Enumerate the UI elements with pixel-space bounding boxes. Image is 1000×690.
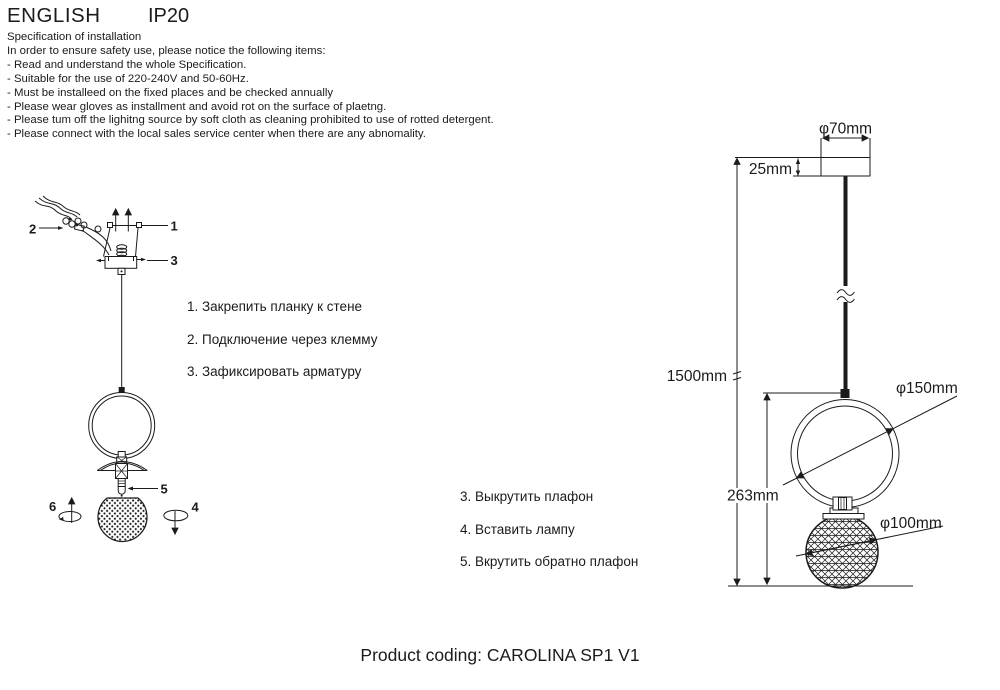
body-height-label: 263mm — [727, 487, 779, 505]
dim-canopy-diameter — [819, 121, 872, 158]
canopy-diameter-label: φ70mm — [818, 120, 873, 138]
canopy-icon — [96, 257, 146, 269]
dim-ring-diameter — [783, 380, 958, 485]
callout-3-label: 3 — [170, 253, 178, 268]
callout-6-label: 6 — [49, 499, 57, 514]
specification-item: - Please connect with the local sales service center when there are any abnomality. — [7, 128, 426, 141]
lamp-steps-ru — [460, 489, 638, 587]
crystal-ball-icon — [98, 498, 147, 541]
ring-icon — [89, 393, 155, 459]
lamp-step: 5. Вкрутить обратно плафон — [460, 554, 639, 569]
callout-unscrew-shade — [128, 482, 168, 497]
product-coding: Product coding: CAROLINA SP1 V1 — [360, 645, 640, 665]
ring-diameter-label: φ150mm — [896, 380, 958, 397]
callout-1-label: 1 — [170, 218, 178, 234]
shade-holder-icon — [97, 452, 147, 487]
mount-step: 1. Закрепить планку к стене — [187, 299, 363, 314]
callout-bracket — [142, 219, 178, 234]
terminal-block-icon — [63, 218, 111, 255]
mount-step: 3. Зафиксировать арматуру — [187, 364, 362, 379]
callout-2-label: 2 — [29, 221, 37, 237]
callout-wiring — [29, 222, 64, 237]
dim-canopy-height — [749, 159, 800, 179]
specification-block — [7, 31, 494, 142]
ring-icon — [791, 389, 899, 508]
body-height-label-group — [725, 488, 779, 505]
specification-title: Specification of installation — [7, 31, 142, 43]
suspension-height-label: 1500mm — [666, 368, 727, 385]
bulb-icon — [118, 487, 125, 497]
canopy-height-label: 25mm — [748, 161, 792, 178]
suspension-wire — [835, 176, 856, 397]
specification-item: - Please wear gloves as installment and avoid rot on the surface of plaetng. — [7, 100, 387, 113]
ip-rating: IP20 — [148, 5, 190, 27]
suspension-cable-icon — [118, 268, 125, 393]
callout-5-label: 5 — [160, 481, 168, 497]
specification-item: - Please tum off the lighitng source by soft cloth as cleaning prohibited to use of rotted detergent. — [7, 114, 494, 127]
specification-intro: In order to ensure safety use, please notice the following items: — [7, 44, 326, 57]
mount-step: 2. Подключение через клемму — [187, 331, 378, 347]
rotate-right-symbol — [164, 500, 200, 535]
crystal-ball-icon — [806, 497, 878, 588]
dim-suspension-height — [667, 159, 741, 586]
specification-item: - Read and understand the whole Specification. — [7, 58, 247, 71]
supply-wires-icon — [35, 196, 80, 220]
ball-diameter-label: φ100mm — [880, 515, 942, 532]
language-title: ENGLISH — [7, 4, 101, 27]
rotate-left-symbol — [49, 498, 81, 523]
callout-canopy — [147, 253, 178, 268]
lamp-step: 3. Выкрутить плафон — [460, 489, 594, 504]
installation-diagram — [20, 195, 220, 560]
specification-item: - Suitable for the use of 220-240V and 50-60Hz. — [7, 72, 249, 85]
specification-item: - Must be installeed on the fixed places and be checked annually — [7, 86, 334, 99]
dimension-diagram — [650, 105, 970, 605]
callout-4-label: 4 — [191, 499, 199, 515]
lamp-step: 4. Вставить лампу — [460, 521, 575, 537]
